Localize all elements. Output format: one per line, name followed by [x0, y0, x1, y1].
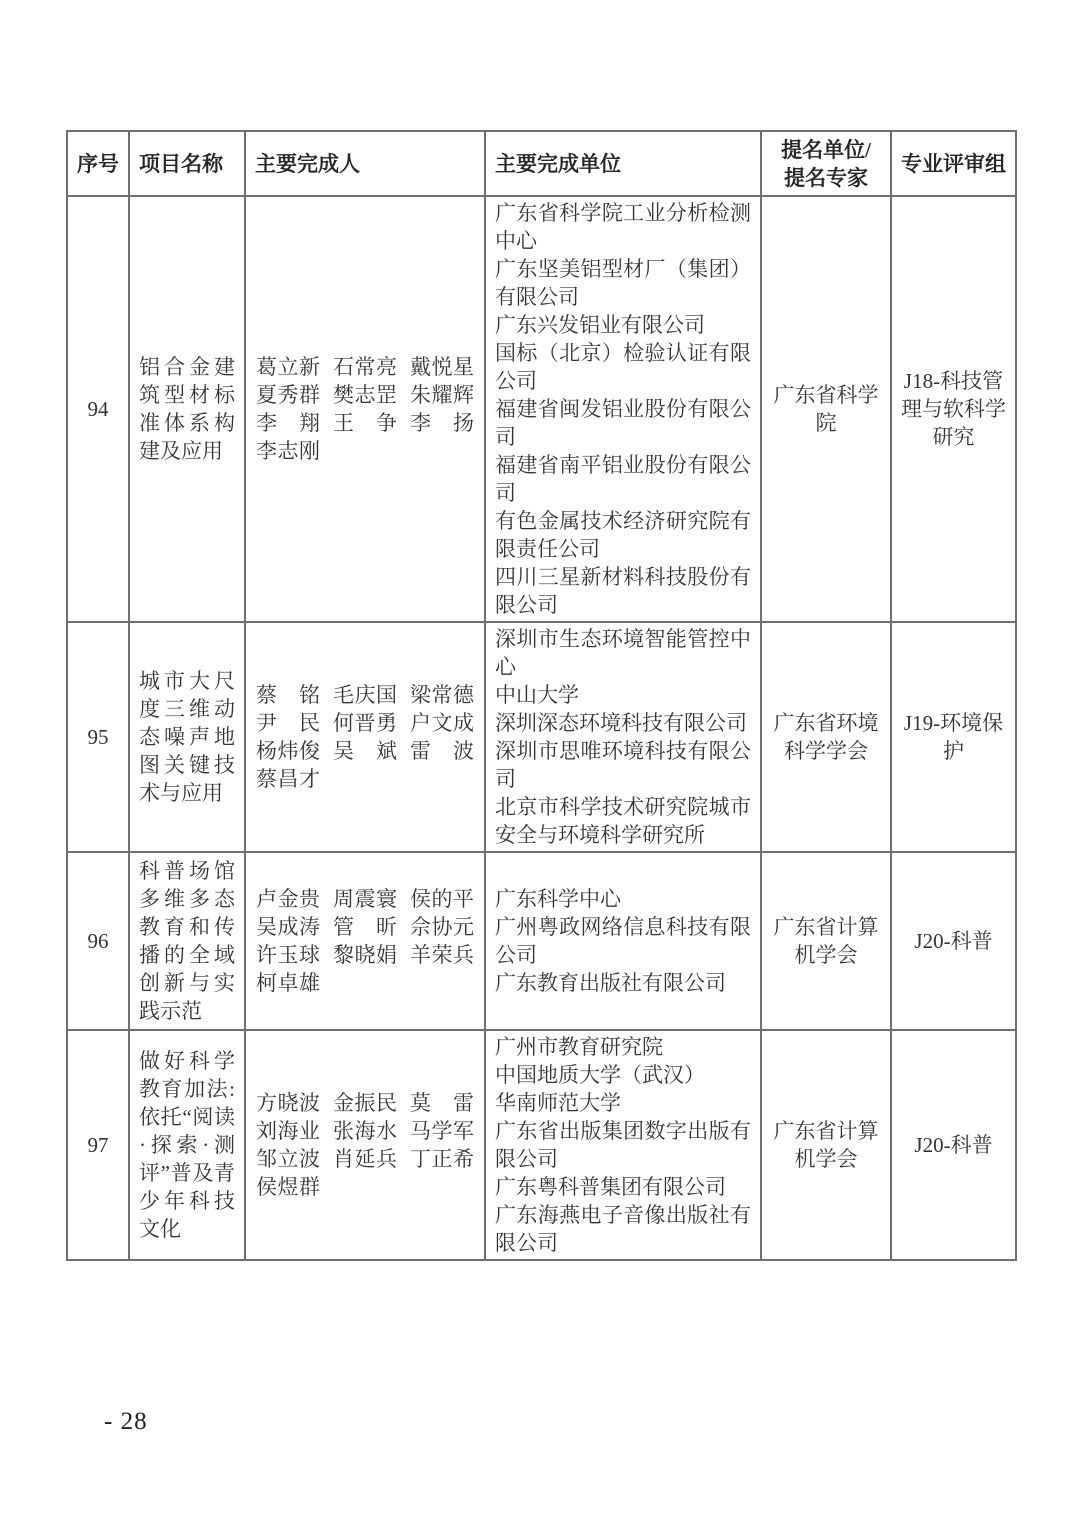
awards-table [66, 130, 1017, 1261]
page-number: - 28 [104, 1408, 148, 1435]
cell-units [485, 1030, 761, 1260]
person-name: 柯卓雄 [256, 971, 320, 995]
people-grid [256, 1089, 474, 1201]
cell-people [245, 622, 485, 852]
person-name: 毛庆国 [333, 683, 397, 707]
person-name: 户文成 [410, 711, 474, 735]
table-row [67, 196, 1016, 622]
person-name: 杨炜俊 [256, 739, 320, 763]
person-name: 王争 [333, 411, 397, 435]
person-name: 刘海业 [256, 1119, 320, 1143]
person-name: 李扬 [410, 411, 474, 435]
person-name: 朱耀辉 [410, 383, 474, 407]
person-name: 石常亮 [333, 355, 397, 379]
header-row [67, 131, 1016, 196]
person-name: 丁正希 [410, 1147, 474, 1171]
person-name: 马学军 [410, 1119, 474, 1143]
cell-project-name: 城市大尺度三维动态噪声地图关键技术与应用 [129, 622, 245, 852]
cell-index: 94 [67, 196, 129, 622]
cell-index: 97 [67, 1030, 129, 1260]
cell-people [245, 196, 485, 622]
person-name: 肖延兵 [333, 1147, 397, 1171]
cell-units [485, 196, 761, 622]
person-name: 黎晓娟 [333, 943, 397, 967]
person-name: 周震寰 [333, 887, 397, 911]
cell-review-group: J18-科技管理与软科学研究 [891, 196, 1016, 622]
column-header-index: 序号 [67, 131, 129, 196]
unit-line: 中山大学 [495, 683, 579, 707]
table-row [67, 1030, 1016, 1260]
column-header-units: 主要完成单位 [485, 131, 761, 196]
person-name: 金振民 [333, 1091, 397, 1115]
person-name: 侯的平 [410, 887, 474, 911]
person-name: 许玉球 [256, 943, 320, 967]
cell-project-name: 科普场馆多维多态教育和传播的全域创新与实践示范 [129, 852, 245, 1030]
person-name: 樊志罡 [333, 383, 397, 407]
person-name: 羊荣兵 [410, 943, 474, 967]
unit-line: 广州粤政网络信息科技有限公司 [495, 915, 751, 967]
person-name: 佘协元 [410, 915, 474, 939]
cell-units [485, 622, 761, 852]
unit-line: 广东兴发铝业有限公司 [495, 313, 705, 337]
unit-line: 福建省南平铝业股份有限公司 [495, 453, 751, 505]
column-header-people: 主要完成人 [245, 131, 485, 196]
cell-nominating-unit: 广东省计算机学会 [761, 1030, 891, 1260]
person-name: 管昕 [333, 915, 397, 939]
cell-review-group: J19-环境保护 [891, 622, 1016, 852]
unit-line: 中国地质大学（武汉） [495, 1063, 705, 1087]
person-name: 吴斌 [333, 739, 397, 763]
cell-people [245, 852, 485, 1030]
table-row [67, 622, 1016, 852]
column-header-line: 提名单位/ [781, 137, 871, 162]
cell-nominating-unit: 广东省计算机学会 [761, 852, 891, 1030]
person-name: 雷波 [410, 739, 474, 763]
cell-project-name: 做好科学教育加法:依托“阅读·探索·测评”普及青少年科技文化 [129, 1030, 245, 1260]
person-name: 夏秀群 [256, 383, 320, 407]
column-header-name: 项目名称 [129, 131, 245, 196]
people-grid [256, 885, 474, 997]
cell-project-name: 铝合金建筑型材标准体系构建及应用 [129, 196, 245, 622]
column-header-group: 专业评审组 [891, 131, 1016, 196]
unit-line: 广东省科学院工业分析检测中心 [495, 201, 751, 253]
person-name: 吴成涛 [256, 915, 320, 939]
unit-line: 福建省闽发铝业股份有限公司 [495, 397, 751, 449]
cell-people [245, 1030, 485, 1260]
unit-line: 深圳市生态环境智能管控中心 [495, 627, 751, 679]
cell-index: 96 [67, 852, 129, 1030]
person-name: 蔡铭 [256, 683, 320, 707]
person-name: 方晓波 [256, 1091, 320, 1115]
person-name: 侯煜群 [256, 1175, 320, 1199]
person-name: 卢金贵 [256, 887, 320, 911]
unit-line: 广东科学中心 [495, 887, 621, 911]
people-grid [256, 353, 474, 465]
unit-line: 有色金属技术经济研究院有限责任公司 [495, 509, 751, 561]
people-grid [256, 681, 474, 793]
cell-nominating-unit: 广东省环境科学学会 [761, 622, 891, 852]
person-name: 李志刚 [256, 439, 320, 463]
unit-line: 广东海燕电子音像出版社有限公司 [495, 1203, 751, 1255]
cell-index: 95 [67, 622, 129, 852]
unit-line: 深圳深态环境科技有限公司 [495, 711, 747, 735]
person-name: 葛立新 [256, 355, 320, 379]
cell-units [485, 852, 761, 1030]
unit-line: 华南师范大学 [495, 1091, 621, 1115]
cell-nominating-unit: 广东省科学院 [761, 196, 891, 622]
person-name: 蔡昌才 [256, 767, 320, 791]
column-header-line: 提名专家 [784, 165, 868, 190]
cell-review-group: J20-科普 [891, 852, 1016, 1030]
unit-line: 广东坚美铝型材厂（集团）有限公司 [495, 257, 751, 309]
person-name: 张海水 [333, 1119, 397, 1143]
unit-line: 北京市科学技术研究院城市安全与环境科学研究所 [495, 795, 751, 847]
table-row [67, 852, 1016, 1030]
unit-line: 广州市教育研究院 [495, 1035, 663, 1059]
person-name: 戴悦星 [410, 355, 474, 379]
unit-line: 广东省出版集团数字出版有限公司 [495, 1119, 751, 1171]
person-name: 何晋勇 [333, 711, 397, 735]
unit-line: 深圳市思唯环境科技有限公司 [495, 739, 751, 791]
person-name: 邹立波 [256, 1147, 320, 1171]
unit-line: 四川三星新材料科技股份有限公司 [495, 565, 751, 617]
person-name: 梁常德 [410, 683, 474, 707]
unit-line: 广东教育出版社有限公司 [495, 971, 726, 995]
person-name: 莫雷 [410, 1091, 474, 1115]
person-name: 尹民 [256, 711, 320, 735]
unit-line: 广东粤科普集团有限公司 [495, 1175, 726, 1199]
unit-line: 国标（北京）检验认证有限公司 [495, 341, 751, 393]
column-header-nominator [761, 131, 891, 196]
person-name: 李翔 [256, 411, 320, 435]
cell-review-group: J20-科普 [891, 1030, 1016, 1260]
